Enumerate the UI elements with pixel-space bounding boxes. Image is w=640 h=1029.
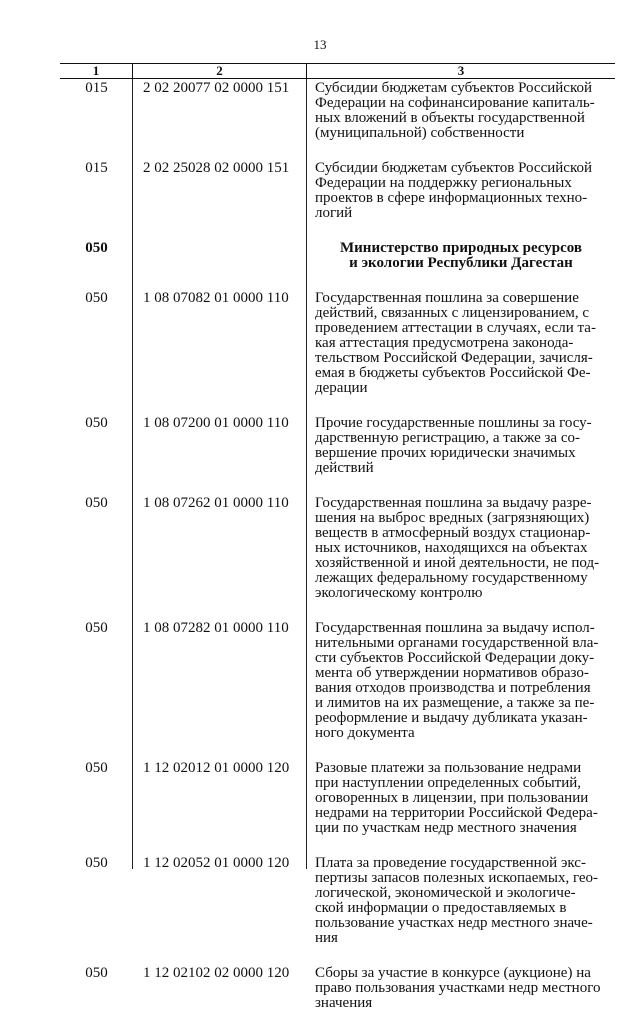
revenue-description bbox=[307, 759, 615, 836]
budget-codes-table bbox=[60, 63, 615, 1029]
description-line: значения bbox=[315, 995, 373, 1011]
description-line: ния bbox=[315, 930, 338, 946]
description-line: ных вложений в объекты государственной bbox=[315, 110, 585, 126]
table-row bbox=[60, 759, 615, 836]
description-line: и экологии Республики Дагестан bbox=[349, 255, 573, 271]
revenue-description bbox=[307, 964, 615, 1011]
description-line: Государственная пошлина за выдачу испол- bbox=[315, 620, 595, 636]
description-line: ской информации о предоставляемых в bbox=[315, 900, 567, 916]
budget-classification-code: 1 12 02012 01 0000 120 bbox=[143, 760, 290, 776]
description-line: шения на выброс вредных (загрязняющих) bbox=[315, 510, 590, 526]
column-header-3: 3 bbox=[457, 63, 465, 78]
description-line: Разовые платежи за пользование недрами bbox=[315, 760, 582, 776]
description-line: Субсидии бюджетам субъектов Российской bbox=[315, 160, 592, 176]
budget-classification-code: 1 08 07262 01 0000 110 bbox=[143, 495, 289, 511]
budget-classification-code: 1 08 07082 01 0000 110 bbox=[143, 290, 289, 306]
table-body bbox=[60, 79, 615, 1011]
table-row bbox=[60, 854, 615, 946]
description-line: Федерации на софинансирование капиталь- bbox=[315, 95, 595, 111]
description-line: кая аттестация предусмотрена законода- bbox=[315, 335, 574, 351]
table-row bbox=[60, 289, 615, 396]
description-line: пертизы запасов полезных ископаемых, гео- bbox=[315, 870, 599, 886]
admin-code: 050 bbox=[85, 620, 108, 636]
description-line: Министерство природных ресурсов bbox=[340, 240, 582, 256]
description-line: оговоренных в лицензии, при пользовании bbox=[315, 790, 589, 806]
description-line: Субсидии бюджетам субъектов Российской bbox=[315, 80, 592, 96]
revenue-description bbox=[307, 159, 615, 221]
description-line: (муниципальной) собственности bbox=[315, 125, 525, 141]
description-line: ного документа bbox=[315, 725, 415, 741]
page-number: 13 bbox=[313, 37, 327, 52]
description-line: сти субъектов Российской Федерации доку- bbox=[315, 650, 595, 666]
revenue-description bbox=[307, 494, 615, 601]
table-row bbox=[60, 79, 615, 141]
admin-code: 050 bbox=[85, 965, 108, 981]
revenue-description bbox=[307, 854, 615, 946]
description-line: логической, экономической и экологиче- bbox=[315, 885, 576, 901]
budget-classification-code: 1 08 07282 01 0000 110 bbox=[143, 620, 289, 636]
description-line: Государственная пошлина за выдачу разре- bbox=[315, 495, 592, 511]
description-line: нительными органами государственной вла- bbox=[315, 635, 599, 651]
table-row bbox=[60, 619, 615, 741]
budget-classification-code: 1 12 02102 02 0000 120 bbox=[143, 965, 290, 981]
budget-classification-code: 2 02 25028 02 0000 151 bbox=[143, 160, 290, 176]
revenue-description bbox=[307, 239, 615, 271]
table-header bbox=[60, 63, 615, 79]
table-row bbox=[60, 964, 615, 1011]
description-line: веществ в атмосферный воздух стационар- bbox=[315, 525, 591, 541]
revenue-description bbox=[307, 289, 615, 396]
description-line: Прочие государственные пошлины за госу- bbox=[315, 415, 592, 431]
column-header-2: 2 bbox=[133, 64, 307, 78]
description-line: дерации bbox=[315, 380, 368, 396]
description-line: недрами на территории Российской Федера- bbox=[315, 805, 598, 821]
admin-code: 050 bbox=[85, 240, 108, 256]
admin-code: 015 bbox=[85, 80, 108, 96]
table-row bbox=[60, 414, 615, 476]
description-line: Федерации на поддержку региональных bbox=[315, 175, 572, 191]
description-line: ных источников, находящихся на объектах bbox=[315, 540, 588, 556]
description-line: хозяйственной и иной деятельности, не под- bbox=[315, 555, 600, 571]
budget-classification-code: 2 02 20077 02 0000 151 bbox=[143, 80, 290, 96]
table-row bbox=[60, 159, 615, 221]
description-line: логий bbox=[315, 205, 353, 221]
column-header-1: 1 bbox=[60, 64, 133, 78]
description-line: емая в бюджеты субъектов Российской Фе- bbox=[315, 365, 591, 381]
description-line: дарственную регистрацию, а также за со- bbox=[315, 430, 580, 446]
budget-classification-code bbox=[133, 239, 307, 271]
description-line: действий bbox=[315, 460, 374, 476]
ministry-heading-row bbox=[60, 239, 615, 271]
revenue-description bbox=[307, 414, 615, 476]
admin-code: 050 bbox=[85, 495, 108, 511]
admin-code: 050 bbox=[85, 415, 108, 431]
description-line: Сборы за участие в конкурсе (аукционе) на bbox=[315, 965, 591, 981]
description-line: право пользования участками недр местного bbox=[315, 980, 601, 996]
description-line: пользование участках недр местного значе- bbox=[315, 915, 593, 931]
admin-code: 050 bbox=[85, 855, 108, 871]
description-line: тельством Российской Федерации, зачисля- bbox=[315, 350, 593, 366]
revenue-description bbox=[307, 79, 615, 141]
description-line: лежащих федеральному государственному bbox=[315, 570, 588, 586]
budget-classification-code: 1 12 02052 01 0000 120 bbox=[143, 855, 290, 871]
description-line: мента об утверждении нормативов образо- bbox=[315, 665, 589, 681]
admin-code: 050 bbox=[85, 290, 108, 306]
revenue-description bbox=[307, 619, 615, 741]
description-line: при наступлении определенных событий, bbox=[315, 775, 582, 791]
description-line: экологическому контролю bbox=[315, 585, 483, 601]
budget-classification-code: 1 08 07200 01 0000 110 bbox=[143, 415, 289, 431]
description-line: проектов в сфере информационных техно- bbox=[315, 190, 588, 206]
description-line: Государственная пошлина за совершение bbox=[315, 290, 579, 306]
table-row bbox=[60, 494, 615, 601]
description-line: проведением аттестации в случаях, если та- bbox=[315, 320, 596, 336]
description-line: ции по участкам недр местного значения bbox=[315, 820, 577, 836]
description-line: Плата за проведение государственной экс- bbox=[315, 855, 586, 871]
description-line: реоформление и выдачу дубликата указан- bbox=[315, 710, 588, 726]
description-line: вания отходов производства и потребления bbox=[315, 680, 591, 696]
description-line: и лимитов на их размещение, а также за пе- bbox=[315, 695, 595, 711]
admin-code: 015 bbox=[85, 160, 108, 176]
description-line: действий, связанных с лицензированием, с bbox=[315, 305, 590, 321]
admin-code: 050 bbox=[85, 760, 108, 776]
description-line: вершение прочих юридически значимых bbox=[315, 445, 576, 461]
